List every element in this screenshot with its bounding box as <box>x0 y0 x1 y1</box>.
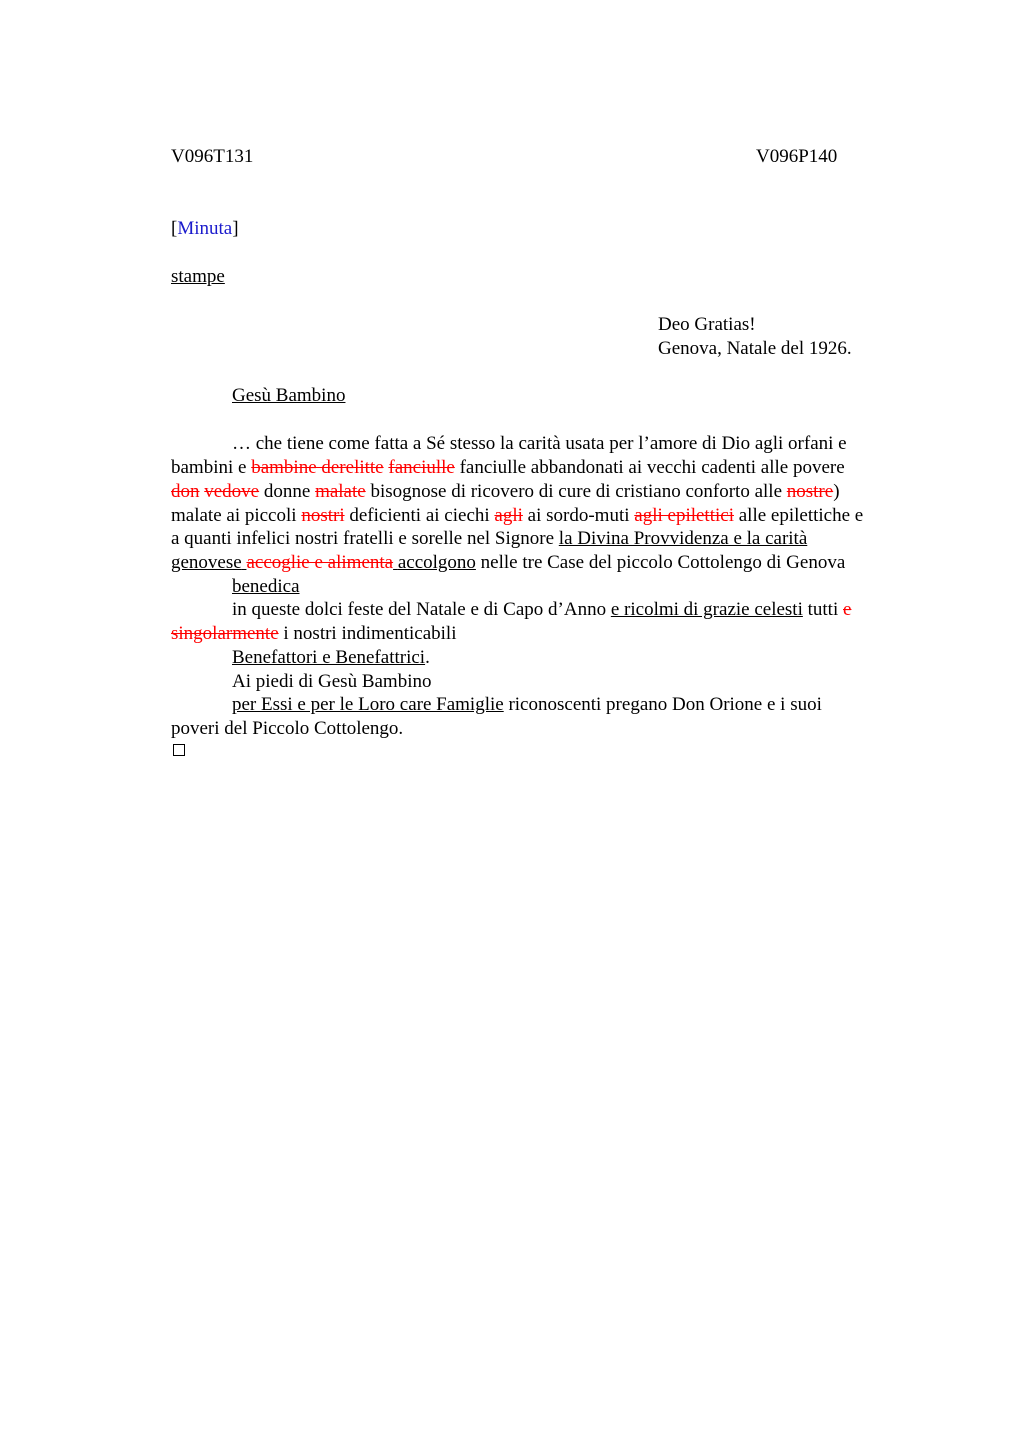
text-line-7 <box>232 575 300 599</box>
greeting: Deo Gratias! <box>658 314 756 335</box>
deleted-text: nostri <box>301 505 345 526</box>
label-minuta: Minuta <box>177 218 233 239</box>
text-run: fanciulle abbandonati ai vecchi cadenti alle povere <box>454 457 845 478</box>
text-line-1 <box>232 432 847 456</box>
deleted-text: nostre <box>786 481 834 502</box>
text-run: donne <box>259 481 316 502</box>
header-left-code: V096T131 <box>171 146 254 167</box>
stampe-note: stampe <box>171 266 225 287</box>
dateline <box>658 313 852 361</box>
text-line-8 <box>232 598 851 622</box>
underlined-text: benedica <box>232 576 300 597</box>
deleted-text: singolarmente <box>171 623 279 644</box>
deleted-text: vedove <box>204 481 260 502</box>
underlined-text: Benefattori e Benefattrici <box>232 647 426 668</box>
text-line-9 <box>171 622 456 646</box>
text-run: nelle tre Case del piccolo Cottolengo di Genova <box>475 552 846 573</box>
date: Genova, Natale del 1926. <box>658 338 852 359</box>
text-run: in queste dolci feste del Natale e di Capo d’Anno <box>232 599 611 620</box>
text-run: … che tiene come fatta a Sé stesso la carità usata per l’amore di Dio agli orfani e <box>232 433 847 454</box>
text-run: poveri del Piccolo Cottolengo. <box>171 718 404 739</box>
text-run: i nostri indimenticabili <box>278 623 457 644</box>
text-line-3 <box>171 480 840 504</box>
text-line-2 <box>171 456 845 480</box>
label-bracket-close: ] <box>232 218 239 239</box>
text-line-5 <box>171 527 807 551</box>
text-run: bisognose di ricovero di cure di cristiano conforto alle <box>365 481 787 502</box>
header-right-code: V096P140 <box>756 146 838 167</box>
deleted-text: fanciulle <box>388 457 455 478</box>
text-run: tutti <box>802 599 843 620</box>
deleted-text: accoglie e alimenta <box>246 552 394 573</box>
underlined-text: e ricolmi di grazie celesti <box>610 599 803 620</box>
text-line-6 <box>171 551 845 575</box>
text-run: a quanti infelici nostri fratelli e sorelle nel Signore <box>171 528 559 549</box>
label-bracket-open: [ <box>171 218 178 239</box>
text-run: bambini e <box>171 457 252 478</box>
deleted-text: malate <box>315 481 366 502</box>
deleted-text: agli <box>494 505 523 526</box>
deleted-text: bambine derelitte <box>251 457 384 478</box>
checkbox-empty-icon <box>173 744 185 756</box>
text-run: alle epilettiche e <box>733 505 864 526</box>
underlined-text: genovese <box>171 552 242 573</box>
document-label <box>171 218 239 240</box>
text-run: deficienti ai ciechi <box>344 505 495 526</box>
underlined-text: accolgono <box>397 552 476 573</box>
text-line-13 <box>171 717 403 741</box>
text-run: Ai piedi di Gesù Bambino <box>232 671 432 692</box>
deleted-text: agli epilettici <box>634 505 734 526</box>
text-run: malate ai piccoli <box>171 505 302 526</box>
text-run: ) <box>833 481 840 502</box>
text-line-11 <box>232 670 431 694</box>
text-run: ai sordo-muti <box>522 505 635 526</box>
underlined-text: la Divina Provvidenza e la carità <box>558 528 808 549</box>
text-run: riconoscenti pregano Don Orione e i suoi <box>503 694 822 715</box>
text-line-12 <box>232 693 822 717</box>
text-line-10 <box>232 646 430 670</box>
underlined-text: per Essi e per le Loro care Famiglie <box>232 694 504 715</box>
text-run: . <box>425 647 430 668</box>
deleted-text: e <box>843 599 852 620</box>
deleted-text: don <box>171 481 200 502</box>
document-title: Gesù Bambino <box>232 385 346 406</box>
text-line-4 <box>171 504 863 528</box>
